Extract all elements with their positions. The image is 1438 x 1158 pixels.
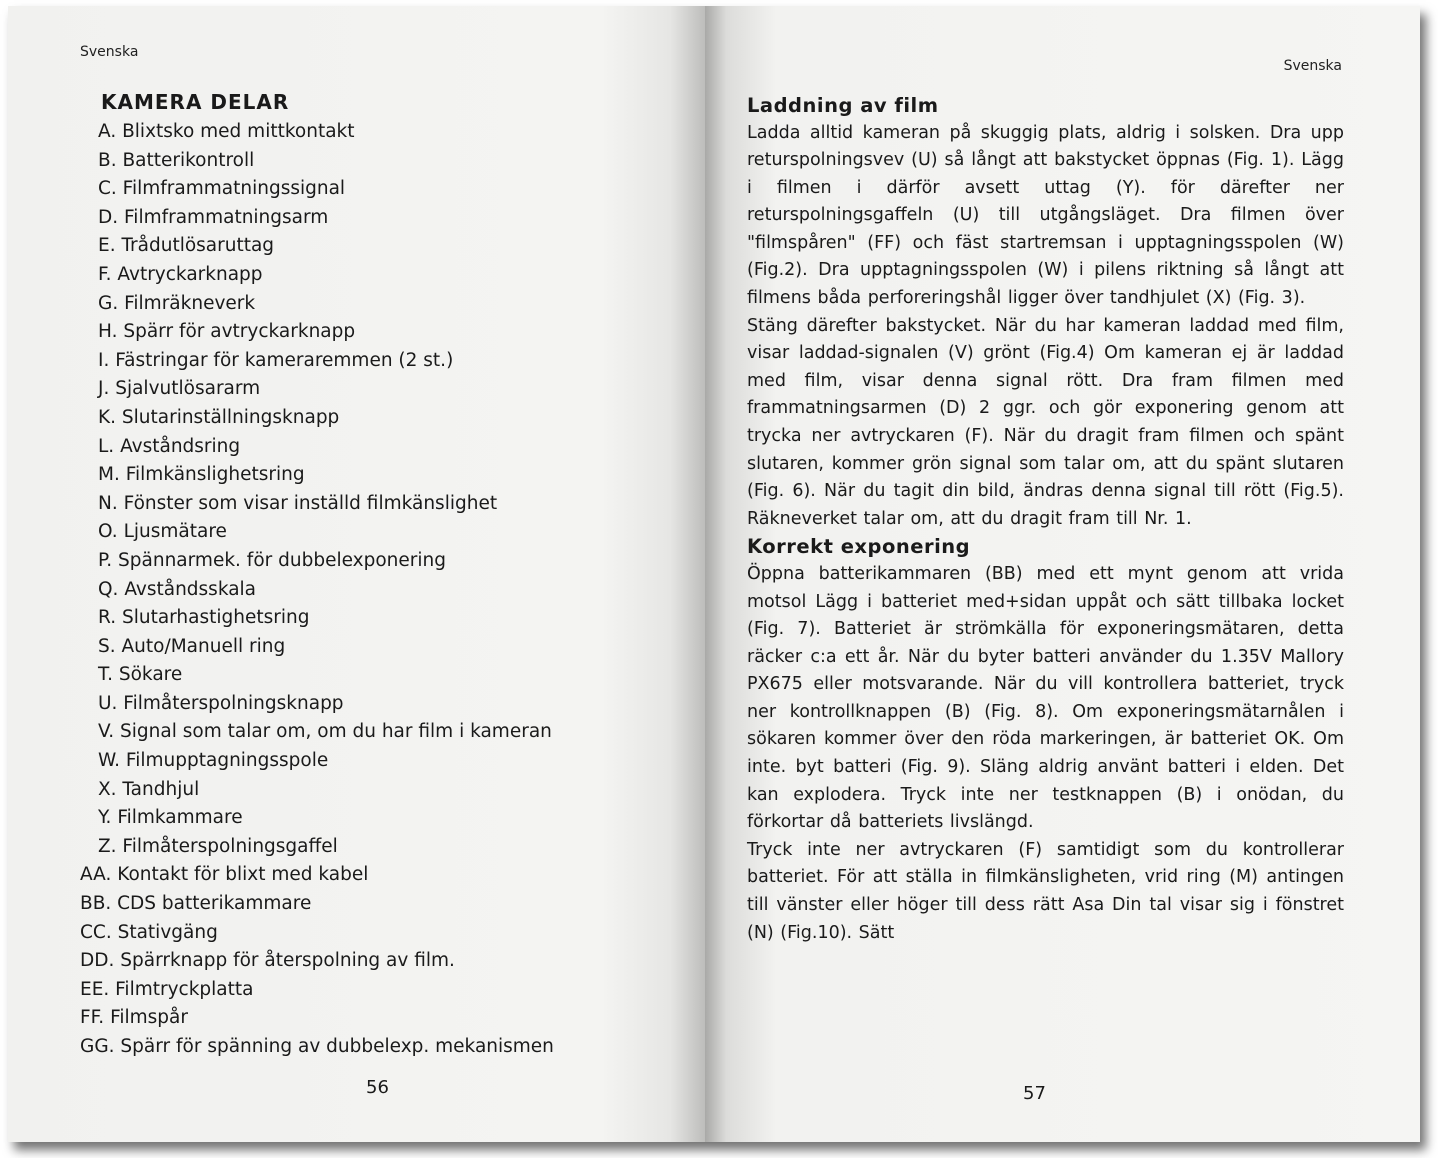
part-item: CC. Stativgäng xyxy=(80,921,218,943)
part-item: E. Trådutlösaruttag xyxy=(98,235,275,257)
part-item: S. Auto/Manuell ring xyxy=(98,635,286,657)
section-heading-exposure: Korrekt exponering xyxy=(747,535,971,559)
section-heading-loading: Laddning av film xyxy=(747,94,939,117)
parts-heading: KAMERA DELAR xyxy=(101,90,290,114)
part-item: Y. Filmkammare xyxy=(98,807,243,829)
parts-section xyxy=(80,88,680,1062)
page-number-right: 57 xyxy=(1023,1083,1046,1104)
part-item: H. Spärr för avtryckarknapp xyxy=(98,321,356,343)
part-item: D. Filmframmatningsarm xyxy=(98,206,329,228)
part-item: AA. Kontakt för blixt med kabel xyxy=(80,864,369,886)
instructions-section xyxy=(747,92,1344,947)
part-item: GG. Spärr för spänning av dubbelexp. mekanismen xyxy=(80,1036,554,1057)
exposure-paragraph-1: Öppna batterikammaren (BB) med ett mynt genom att vrida motsol Lägg i batteriet med+sidan uppåt och sätt tillbaka locket (Fig. 7). Batteriet är strömkälla för exponeringsmätaren, detta räcker c:a ett år. När du byter batteri använder du 1.35V Mallory PX675 eller motsvarande. När du vill kontrollera batteriet, tryck ner kontrollknappen (B) (Fig. 8). Om exponeringsmätarnålen i sökaren kommer över den röda markeringen, är batteriet OK. Om inte. byt batteri (Fig. 9). Släng aldrig använt batteri i elden. Det kan explodera. Tryck inte ner testknappen (B) i onödan, du förkortar då batteriets livslängd. xyxy=(747,563,1344,833)
part-item: Z. Filmåterspolningsgaffel xyxy=(98,835,338,857)
part-item: A. Blixtsko med mittkontakt xyxy=(98,121,355,142)
part-item: F. Avtryckarknapp xyxy=(98,263,263,285)
language-label-left: Svenska xyxy=(80,44,139,60)
part-item: P. Spännarmek. för dubbelexponering xyxy=(98,549,446,571)
part-item: J. Sjalvutlösararm xyxy=(98,378,261,400)
part-item: Q. Avståndsskala xyxy=(98,578,257,600)
part-item: C. Filmframmatningssignal xyxy=(98,178,346,200)
part-item: R. Slutarhastighetsring xyxy=(98,607,310,629)
part-item: L. Avståndsring xyxy=(98,435,241,457)
part-item: FF. Filmspår xyxy=(80,1007,188,1029)
part-item: B. Batterikontroll xyxy=(98,149,255,171)
part-item: V. Signal som talar om, om du har film i kameran xyxy=(98,721,552,743)
part-item: I. Fästringar för kameraremmen (2 st.) xyxy=(98,349,454,371)
part-item: G. Filmräkneverk xyxy=(98,292,256,314)
part-item: T. Sökare xyxy=(98,664,183,686)
part-item: K. Slutarinställningsknapp xyxy=(98,406,340,428)
part-item: M. Filmkänslighetsring xyxy=(98,464,305,486)
page-number-left: 56 xyxy=(366,1077,389,1098)
part-item: BB. CDS batterikammare xyxy=(80,893,312,915)
part-item: U. Filmåterspolningsknapp xyxy=(98,692,344,714)
parts-list xyxy=(80,118,680,1062)
part-item: DD. Spärrknapp för återspolning av film. xyxy=(80,950,455,972)
loading-paragraph-1: Ladda alltid kameran på skuggig plats, aldrig i solsken. Dra upp returspolningsvev (U) så långt att bakstycket öppnas (Fig. 1). Lägg i filmen i därför avsett uttag (Y). för därefter ner returspolningsgaffeln (U) till utgångsläget. Dra filmen över "filmspåren" (FF) och fäst startremsan i upptagningsspolen (W) (Fig.2). Dra upptagningsspolen (W) i pilens riktning så långt att filmens båda perforeringshål ligger över tandhjulet (X) (Fig. 3). xyxy=(747,122,1344,309)
language-label-right: Svenska xyxy=(1283,58,1342,74)
left-page xyxy=(8,6,705,1142)
part-item: W. Filmupptagningsspole xyxy=(98,750,329,772)
part-item: N. Fönster som visar inställd filmkänslighet xyxy=(98,492,498,514)
part-item: X. Tandhjul xyxy=(98,778,200,800)
right-page xyxy=(705,6,1420,1142)
open-booklet xyxy=(8,6,1420,1142)
part-item: O. Ljusmätare xyxy=(98,521,227,543)
exposure-paragraph-2: Tryck inte ner avtryckaren (F) samtidigt som du kontrollerar batteriet. För att ställa in filmkänsligheten, vrid ring (M) antingen till vänster eller höger till dess rätt Asa Din tal visar sig i fönstret (N) (Fig.10). Sätt xyxy=(747,839,1344,943)
loading-paragraph-2: Stäng därefter bakstycket. När du har kameran laddad med film, visar laddad-signalen (V) grönt (Fig.4) Om kameran ej är laddad med film, visar denna signal rött. Dra fram filmen med frammatningsarmen (D) 2 ggr. och gör exponering genom att trycka ner avtryckaren (F). När du dragit fram filmen och spänt slutaren, kommer grön signal som talar om, att du spänt slutaren (Fig. 6). När du tagit din bild, ändras denna signal till rött (Fig.5). Räkneverket talar om, att du dragit fram till Nr. 1. xyxy=(747,315,1344,529)
part-item: EE. Filmtryckplatta xyxy=(80,978,254,1000)
